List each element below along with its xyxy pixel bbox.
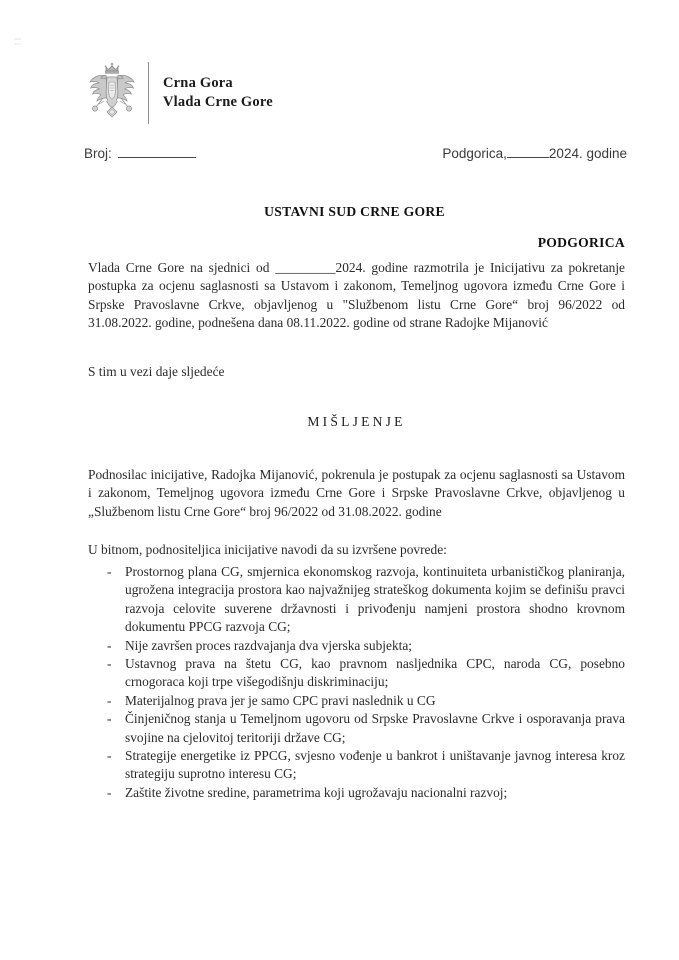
violation-item — [107, 710, 625, 747]
addressee-court: USTAVNI SUD CRNE GORE — [264, 204, 445, 219]
place-label: Podgorica, — [442, 146, 507, 161]
violation-text: Nije završen proces razdvajanja dva vjerska subjekta; — [125, 637, 413, 653]
bullet-marker: - — [107, 711, 112, 727]
applicant-paragraph: Podnosilac inicijative, Radojka Mijanović, pokrenula je postupak za ocjenu saglasnosti sa Ustavom i zakonom, Temeljnog ugovora između Crne Gore i Srpske Pravoslavne Crkve, objavljenog u „Službenom listu Crne Gore“ broj 96/2022 od 31.08.2022. godine — [88, 467, 625, 519]
letterhead — [86, 58, 273, 128]
violation-item — [107, 784, 625, 802]
scan-artifact — [14, 38, 21, 52]
date-blank-field[interactable] — [507, 146, 549, 158]
violation-item — [107, 563, 625, 637]
violation-text: Materijalnog prava jer je samo CPC pravi naslednik u CG — [125, 692, 436, 708]
letterhead-text — [163, 74, 273, 112]
addressee-block — [84, 204, 625, 251]
violations-intro: U bitnom, podnositeljica inicijative navodi da su izvršene povrede: — [88, 542, 447, 557]
broj-label: Broj: — [84, 146, 112, 161]
violation-text: Prostornog plana CG, smjernica ekonomskog razvoja, kontinuiteta urbanističkog planiranja, ugrožena integracija prostora kao najvažnijeg strateškog dokumenta kojim se definišu pravci razvoja celovite suverene državnosti i privođenju namjeni prostora shodno krovnom dokumentu PPCG razvoja CG; — [125, 564, 625, 635]
reference-row — [84, 146, 627, 161]
year-label: 2024. godine — [548, 146, 627, 161]
place-and-date — [442, 146, 627, 161]
violation-text: Činjeničnog stanja u Temeljnom ugovoru od Srpske Pravoslavne Crkve i osporavanja prava svojine na cjelovitoj teritoriji države CG; — [125, 711, 625, 745]
violation-text: Strategije energetike iz PPCG, svjesno vođenje u bankrot i uništavanje javnog interesa kroz strategiju suprotno interesu CG; — [125, 748, 625, 782]
montenegro-coat-of-arms-icon — [86, 60, 138, 126]
letterhead-divider — [148, 62, 149, 124]
intro-paragraph: Vlada Crne Gore na sjednici od _________2024. godine razmotrila je Inicijativu za pokretanje postupka za ocjenu saglasnosti sa Ustavom i zakonom, Temeljnog ugovora između Crne Gore i Srpske Pravoslavne Crkve, objavljenog u "Službenom listu Crne Gore“ broj 96/2022 od 31.08.2022. godine, podnešena dana 08.11.2022. godine od strane Radojke Mijanović — [88, 260, 625, 331]
bullet-marker: - — [107, 656, 112, 672]
bullet-marker: - — [107, 784, 112, 800]
violations-list — [107, 563, 625, 802]
violation-item — [107, 637, 625, 655]
bullet-marker: - — [107, 748, 112, 764]
opinion-title: MIŠLJENJE — [307, 414, 406, 429]
violation-text: Zaštite životne sredine, parametrima koji ugrožavaju nacionalni razvoj; — [125, 784, 508, 800]
bullet-marker: - — [107, 692, 112, 708]
bullet-marker: - — [107, 564, 112, 579]
violation-text: Ustavnog prava na štetu CG, kao pravnom nasljednika CPC, naroda CG, posebno crnogoraca koji trpe višegodišnju diskriminaciju; — [125, 656, 625, 690]
reference-number — [84, 146, 198, 161]
broj-blank-field[interactable] — [118, 146, 196, 158]
connector-line: S tim u vezi daje sljedeće — [88, 364, 225, 379]
country-name: Crna Gora — [163, 75, 233, 91]
violation-item — [107, 692, 625, 710]
addressee-city: PODGORICA — [537, 235, 625, 250]
violation-item — [107, 655, 625, 692]
bullet-marker: - — [107, 637, 112, 653]
violation-item — [107, 747, 625, 784]
government-name: Vlada Crne Gore — [163, 94, 273, 110]
